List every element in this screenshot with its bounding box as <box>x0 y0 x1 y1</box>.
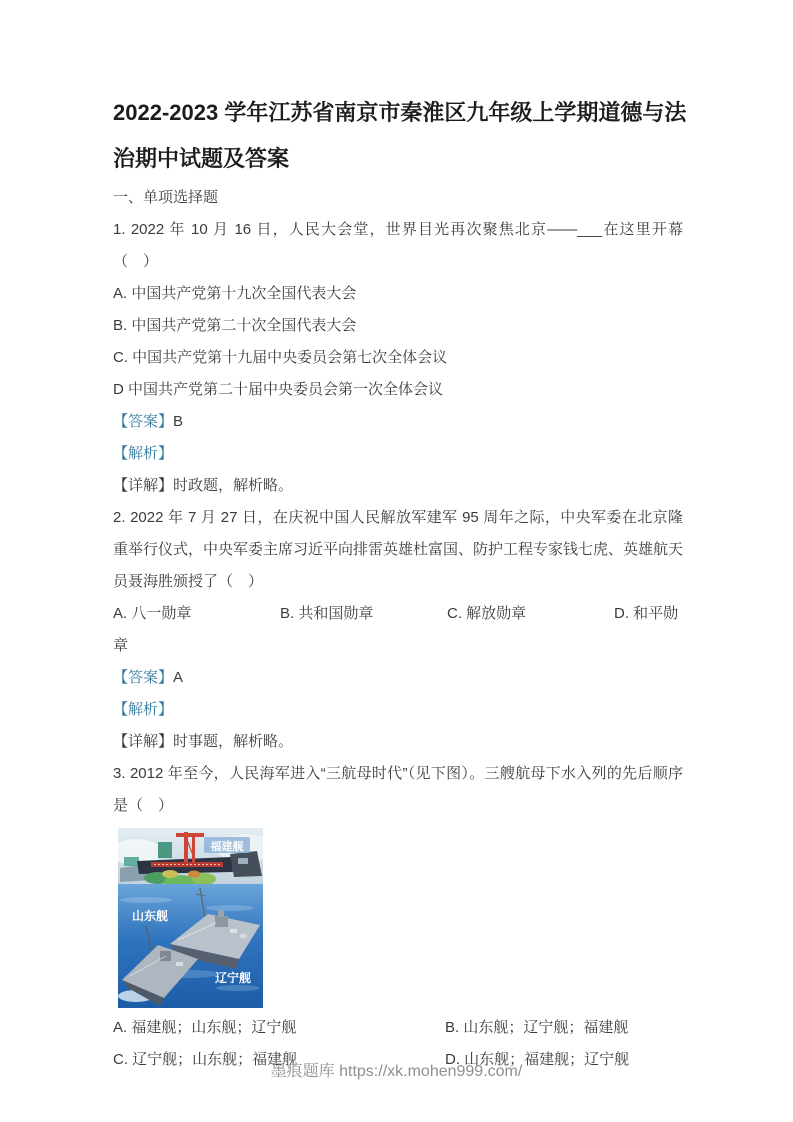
answer-value: B <box>173 413 184 430</box>
detail-label: 【详解】 <box>113 477 174 494</box>
answer-line <box>113 662 683 694</box>
liaoning-ship-label: 辽宁舰 <box>215 971 252 985</box>
three-carriers-figure <box>118 828 263 1008</box>
option-c: C. 解放勋章 <box>447 605 527 622</box>
analysis-label: 【解析】 <box>113 701 174 718</box>
fujian-ship-label: 福建舰 <box>210 841 244 853</box>
analysis-line <box>113 694 683 726</box>
option-c: C. 辽宁舰；山东舰；福建舰 <box>113 1051 298 1068</box>
analysis-label: 【解析】 <box>113 445 174 462</box>
option-c: C. 中国共产党第十九届中央委员会第七次全体会议 <box>113 349 448 366</box>
document-body <box>113 0 687 1076</box>
answer-label: 【答案】 <box>113 669 174 686</box>
option-d: D. 和平勋章 <box>113 605 679 654</box>
answer-line <box>113 406 683 438</box>
option-b: B. 山东舰；辽宁舰；福建舰 <box>445 1019 629 1036</box>
three-carriers-image <box>118 828 263 1008</box>
analysis-line <box>113 438 683 470</box>
option-b: B. 共和国勋章 <box>280 605 374 622</box>
option-d: D 中国共产党第二十届中央委员会第一次全体会议 <box>113 381 444 398</box>
answer-value: A <box>173 669 184 686</box>
options-row-ab <box>113 1012 683 1044</box>
question-stem: 3. 2012 年至今，人民海军进入“三航母时代”（见下图）。三艘航母下水入列的先后顺序是（ ） <box>113 765 683 814</box>
options-row <box>113 598 679 662</box>
detail-line <box>113 470 683 502</box>
detail-text: 时政题，解析略。 <box>173 477 294 494</box>
option-b: B. 中国共产党第二十次全国代表大会 <box>113 317 357 334</box>
option-d: D. 山东舰；福建舰；辽宁舰 <box>445 1051 630 1068</box>
page-title: 2022-2023 学年江苏省南京市秦淮区九年级上学期道德与法治期中试题及答案 <box>113 100 687 171</box>
answer-label: 【答案】 <box>113 413 174 430</box>
question-stem: 1. 2022 年 10 月 16 日，人民大会堂，世界目光再次聚焦北京——___在这里开幕（ ） <box>113 221 683 270</box>
shandong-ship-label: 山东舰 <box>132 909 169 923</box>
detail-label: 【详解】 <box>113 733 174 750</box>
question-3 <box>113 758 683 1076</box>
site-footer <box>0 1060 793 1084</box>
question-stem: 2. 2022 年 7 月 27 日，在庆祝中国人民解放军建军 95 周年之际，中央军委在北京隆重举行仪式，中央军委主席习近平向排雷英雄杜富国、防护工程专家钱七虎、英雄航天员聂海胜颁授了（ ） <box>113 509 684 590</box>
detail-text: 时事题，解析略。 <box>173 733 294 750</box>
option-a: A. 八一勋章 <box>113 605 192 622</box>
question-1 <box>113 214 683 502</box>
option-a: A. 中国共产党第十九次全国代表大会 <box>113 285 357 302</box>
section-heading: 一、单项选择题 <box>113 189 219 206</box>
question-2 <box>113 502 683 758</box>
footer-link[interactable]: 墨痕题库 https://xk.mohen999.com/ <box>270 1063 523 1080</box>
option-a: A. 福建舰；山东舰；辽宁舰 <box>113 1019 297 1036</box>
detail-line <box>113 726 683 758</box>
